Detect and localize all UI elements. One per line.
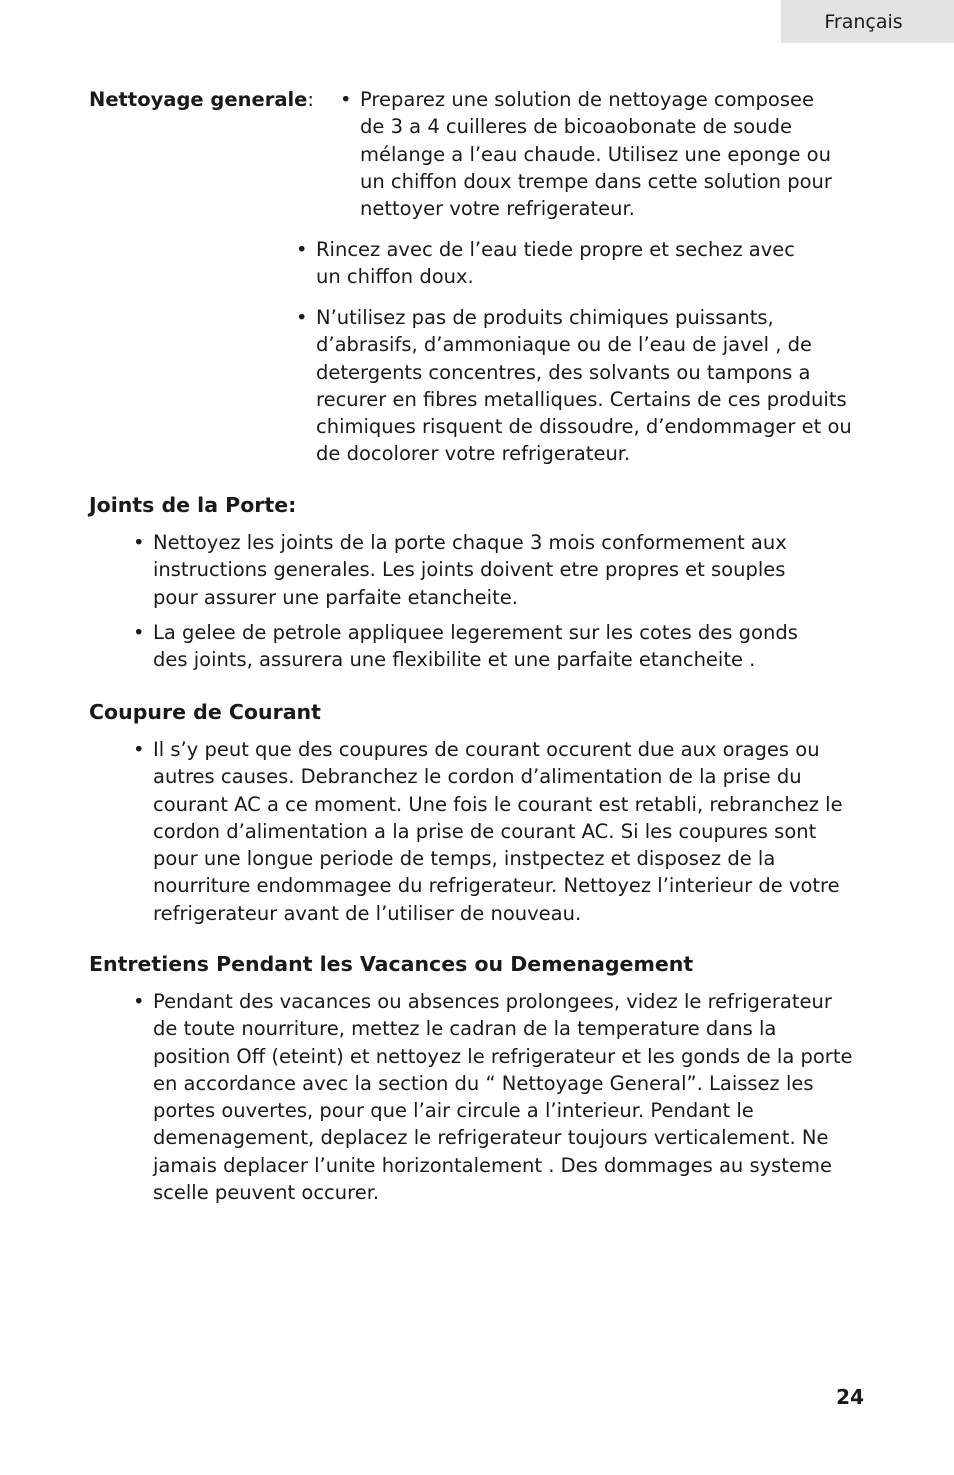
- bullet-dot: •: [133, 531, 145, 554]
- general-bullet-1: [340, 86, 840, 222]
- bullet-text: La gelee de petrole appliquee legerement sur les cotes des gonds des joints, assurera une flexibilite et une parfaite etancheite .: [153, 621, 798, 672]
- general-cleaning-label: [89, 86, 314, 113]
- bullet-text: Rincez avec de l’eau tiede propre et sechez avec un chiffon doux.: [316, 238, 795, 289]
- vacation-heading: Entretiens Pendant les Vacances ou Demenagement: [89, 952, 694, 976]
- label-separator: :: [307, 88, 314, 111]
- bullet-dot: •: [296, 238, 308, 261]
- bullet-text: Nettoyez les joints de la porte chaque 3 mois conformement aux instructions generales. Les joints doivent etre propres et souples pour assurer une parfaite etancheite.: [153, 531, 787, 609]
- general-bullet-2: [296, 236, 821, 291]
- bullet-dot: •: [133, 621, 145, 644]
- door-seals-heading: Joints de la Porte:: [89, 493, 297, 517]
- door-seals-bullet-1: [133, 529, 823, 611]
- bullet-dot: •: [133, 738, 145, 761]
- bullet-dot: •: [296, 306, 308, 329]
- general-cleaning-title: Nettoyage generale: [89, 88, 308, 111]
- bullet-dot: •: [340, 88, 352, 111]
- bullet-text: Pendant des vacances ou absences prolongees, videz le refrigerateur de toute nourriture, mettez le cadran de la temperature dans la position Off (eteint) et nettoyez le refrigerateur et les gonds de la porte en accordance avec la section du “ Nettoyage General”. Laissez les portes ouvertes, pour que l’air circule a l’interieur. Pendant le demenagement, deplacez le refrigerateur toujours verticalement. Ne jamais deplacer l’unite horizontalement . Des dommages au systeme scelle peuvent occurer.: [153, 990, 853, 1205]
- general-bullet-3: [296, 304, 868, 468]
- bullet-text: Preparez une solution de nettoyage composee de 3 a 4 cuilleres de bicoaobonate de soude mélange a l’eau chaude. Utilisez une eponge ou un chiffon doux trempe dans cette solution pour nettoyer votre refrigerateur.: [360, 88, 832, 221]
- page-number: 24: [836, 1385, 864, 1409]
- bullet-dot: •: [133, 990, 145, 1013]
- power-failure-bullet-1: [133, 736, 859, 927]
- power-failure-heading: Coupure de Courant: [89, 700, 321, 724]
- language-tab: [781, 0, 954, 43]
- language-label: Français: [824, 10, 903, 33]
- bullet-text: N’utilisez pas de produits chimiques puissants, d’abrasifs, d’ammoniaque ou de l’eau de javel , de detergents concentres, des solvants ou tampons a recurer en fibres metalliques. Certains de ces produits chimiques risquent de dissoudre, d’endommager et ou de docolorer votre refrigerateur.: [316, 306, 852, 466]
- door-seals-bullet-2: [133, 619, 823, 674]
- vacation-bullet-1: [133, 988, 859, 1206]
- bullet-text: Il s’y peut que des coupures de courant occurent due aux orages ou autres causes. Debranchez le cordon d’alimentation de la prise du courant AC a ce moment. Une fois le courant est retabli, rebranchez le cordon d’alimentation a la prise de courant AC. Si les coupures sont pour une longue periode de temps, instpectez et disposez de la nourriture endommagee du refrigerateur. Nettoyez l’interieur de votre refrigerateur avant de l’utiliser de nouveau.: [153, 738, 843, 925]
